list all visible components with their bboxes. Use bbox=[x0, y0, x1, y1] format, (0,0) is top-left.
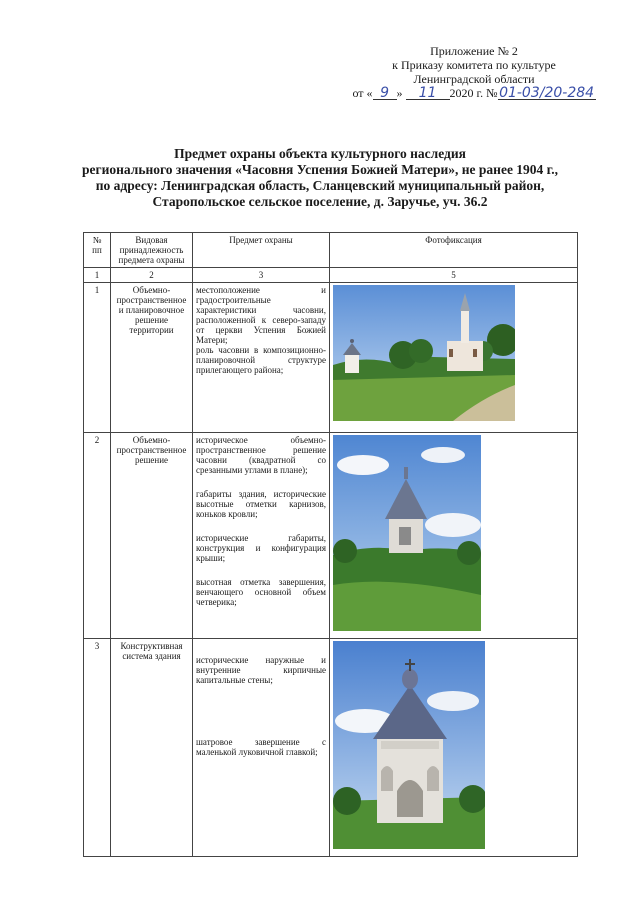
table-row: 1 Объемно-пространственное и планировочное решение территории местоположение и градостроительные характеристики часовни, расположенной к северо-западу от церкви Успения Божией Матери; роль часовни в композиционно-планировочной структуре прилегающего района; bbox=[84, 283, 578, 433]
column-header: Фотофиксация bbox=[330, 233, 578, 268]
column-header: Предмет охраны bbox=[193, 233, 330, 268]
table-row: 3 Конструктивная система здания исторические наружные и внутренние кирпичные капитальные стены; шатровое завершение с маленькой луковичной главкой; bbox=[84, 639, 578, 857]
appendix-number: Приложение № 2 bbox=[430, 44, 518, 58]
chapel-on-hill-photo bbox=[333, 435, 481, 631]
order-reference: к Приказу комитета по культуре bbox=[392, 58, 556, 72]
document-title: Предмет охраны объекта культурного наследия регионального значения «Часовня Успения Божией Матери», не ранее 1904 г., по адресу: Ленинградская область, Сланцевский муниципальный район, Старопольское сельское поселение, д. Заручье, уч. 36.2 bbox=[81, 146, 559, 209]
order-date-line: от « 9 » 11 2020 г. № 01-03/20-284 bbox=[352, 85, 595, 101]
chapel-and-church-photo bbox=[333, 285, 515, 421]
table-subheader-row: 1 2 3 5 bbox=[84, 268, 578, 283]
handwritten-day: 9 bbox=[380, 85, 389, 101]
table-row: 2 Объемно-пространственное решение историческое объемно-пространственное решение часовни (квадратной со срезанными углами в плане); габариты здания, исторические высотные отметки карнизов, коньков кровли; исторические габариты, конструкция и конфигурация крыши; высотная отметка завершения, венчающего основной объем четверика; bbox=[84, 433, 578, 639]
column-header: Видовая принадлежность предмета охраны bbox=[111, 233, 193, 268]
handwritten-order-number: 01-03/20-284 bbox=[499, 85, 595, 101]
chapel-closeup-photo bbox=[333, 641, 485, 849]
table-header-row bbox=[84, 233, 578, 268]
column-header: № пп bbox=[84, 233, 111, 268]
appendix-header bbox=[344, 44, 604, 100]
region-line: Ленинградской области bbox=[413, 72, 535, 86]
protection-table bbox=[83, 232, 578, 857]
handwritten-month: 11 bbox=[418, 85, 437, 101]
